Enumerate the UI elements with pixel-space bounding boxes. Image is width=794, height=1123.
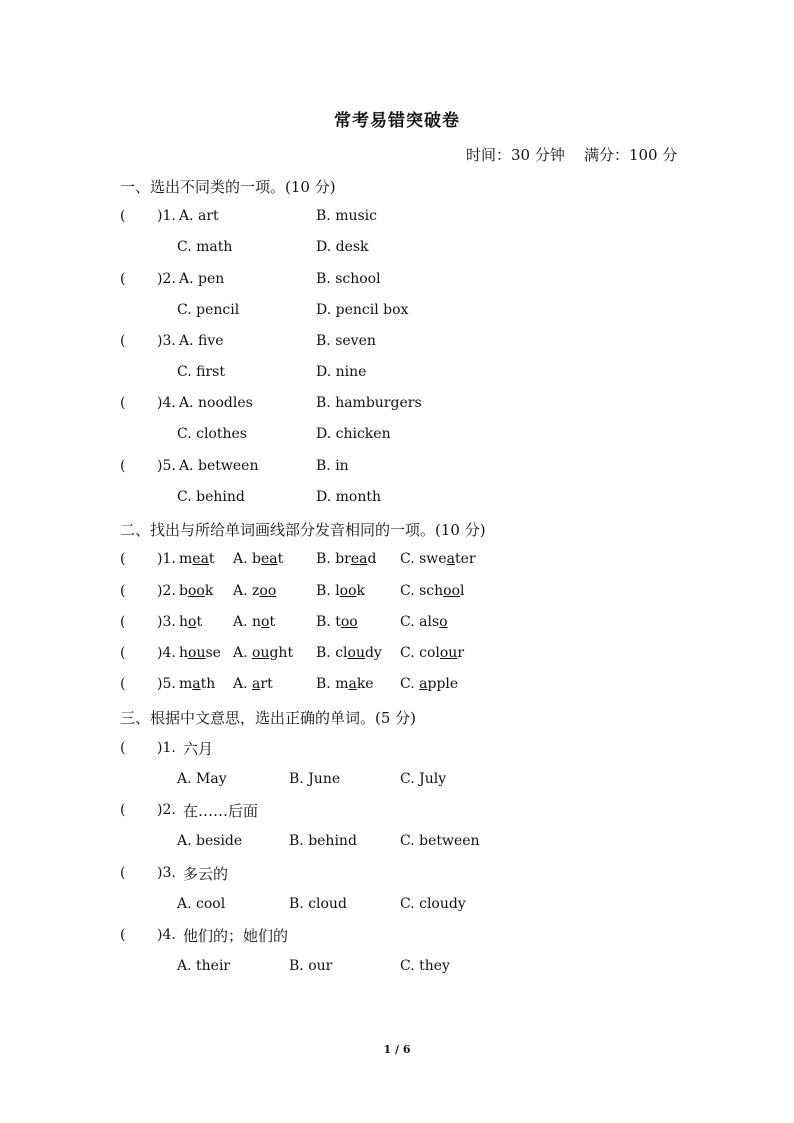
option-c-underlined: a [419,676,428,692]
option-a: A. May [177,771,227,787]
option-a-pre: A. [233,645,253,661]
option-b: B. hamburgers [316,395,422,411]
given-word-underlined: a [192,676,201,692]
given-word [179,645,221,661]
question-number: )3. [157,333,176,349]
given-word-post: t [196,614,203,630]
option-a-pre: A. n [233,614,262,630]
option-a [233,551,283,567]
option-b [316,676,374,692]
option-a [233,583,276,599]
answer-paren: ( [120,645,126,661]
answer-paren: ( [120,458,126,474]
option-a-underlined: ou [252,645,270,661]
answer-paren: ( [120,802,126,818]
option-c [400,614,448,630]
option-c [400,583,465,599]
option-c-underlined: ou [439,645,458,661]
page-title: 常考易错突破卷 [334,111,460,131]
option-c-pre: C. [400,676,420,692]
option-c-pre: C. col [400,645,440,661]
answer-paren: ( [120,865,126,881]
option-b-underlined: oo [339,583,357,599]
option-a [233,645,293,661]
answer-paren: ( [120,614,126,630]
given-word-post: se [205,645,221,661]
option-a-post: ght [269,645,294,661]
question-number: )2. [157,271,176,287]
answer-paren: ( [120,271,126,287]
option-b-post: ke [356,676,374,692]
answer-paren: ( [120,676,126,692]
option-a-pre: A. z [233,583,260,599]
option-d: D. desk [316,239,369,255]
option-c-pre: C. als [400,614,440,630]
time-limit: 时间：30 分钟 [466,146,565,164]
given-word-pre: b [179,583,188,599]
given-word-underlined: ou [188,645,206,661]
option-b: B. in [316,458,349,474]
option-a-underlined: a [252,676,261,692]
option-a-underlined: oo [259,583,277,599]
option-b-underlined: oo [340,614,358,630]
section-heading: 二、找出与所给单词画线部分发音相同的一项。(10 分) [120,521,486,539]
option-a-pre: A. b [233,551,261,567]
option-a-underlined: ea [260,551,278,567]
option-d: D. nine [316,364,367,380]
option-b-post: k [356,583,366,599]
option-b-pre: B. l [316,583,340,599]
question-number: )5. [157,458,176,474]
option-b [316,645,382,661]
question-number: )1. [157,208,176,224]
option-b-underlined: ea [350,551,368,567]
given-word-post: t [208,551,215,567]
option-c: C. pencil [177,302,240,318]
option-a: A. cool [177,896,226,912]
option-a-post: rt [260,676,273,692]
given-word-pre: h [179,645,189,661]
option-c-post: r [457,645,465,661]
full-score: 满分：100 分 [583,146,678,164]
option-b [316,614,358,630]
option-a [233,614,275,630]
given-word-post: th [200,676,216,692]
question-number: )4. [157,645,176,661]
option-b-post: d [367,551,377,567]
chinese-prompt: 他们的；她们的 [183,927,289,945]
option-b-post: dy [364,645,382,661]
question-number: )2. [157,583,176,599]
option-b-pre: B. cl [316,645,348,661]
given-word [179,676,215,692]
given-word-pre: m [179,551,193,567]
option-b: B. music [316,208,377,224]
option-c: C. clothes [177,426,247,442]
option-c-post: l [460,583,465,599]
option-a-post: t [277,551,284,567]
option-c [400,645,464,661]
option-b: B. school [316,271,381,287]
option-a: A. beside [177,833,243,849]
page-number: 1 / 6 [383,1043,411,1056]
option-b-pre: B. m [316,676,349,692]
option-a-underlined: o [261,614,270,630]
time-info [466,144,677,165]
answer-paren: ( [120,208,126,224]
chinese-prompt: 在……后面 [183,802,259,820]
chinese-prompt: 多云的 [183,865,229,883]
answer-paren: ( [120,395,126,411]
option-a: A. five [179,333,224,349]
option-c: C. behind [177,489,245,505]
answer-paren: ( [120,583,126,599]
option-a: A. between [179,458,259,474]
question-number: )1. [157,551,176,567]
option-a-pre: A. [233,676,253,692]
given-word-pre: m [179,676,193,692]
option-c-underlined: o [439,614,448,630]
option-c-post: ter [454,551,476,567]
option-b-pre: B. t [316,614,341,630]
answer-paren: ( [120,551,126,567]
option-a: A. art [179,208,219,224]
option-c-underlined: a [446,551,455,567]
question-number: )3. [157,614,176,630]
option-a: A. their [177,958,231,974]
question-number: )3. [157,865,176,881]
given-word [179,583,213,599]
question-number: )5. [157,676,176,692]
answer-paren: ( [120,927,126,943]
option-a-post: t [269,614,276,630]
section-heading: 三、根据中文意思，选出正确的单词。(5 分) [120,709,417,727]
option-b-pre: B. br [316,551,351,567]
option-b: B. June [289,771,341,787]
question-number: )4. [157,927,176,943]
option-c [400,551,476,567]
answer-paren: ( [120,740,126,756]
section-heading: 一、选出不同类的一项。(10 分) [120,178,336,196]
given-word-underlined: oo [187,583,205,599]
option-b [316,551,376,567]
given-word [179,614,202,630]
option-d: D. chicken [316,426,391,442]
given-word-pre: h [179,614,189,630]
option-c: C. they [400,958,450,974]
option-c [400,676,458,692]
question-number: )2. [157,802,176,818]
given-word-post: k [204,583,214,599]
option-c-post: pple [427,676,459,692]
given-word-underlined: ea [192,551,209,567]
given-word [179,551,215,567]
answer-paren: ( [120,333,126,349]
option-c-pre: C. sch [400,583,444,599]
option-b: B. seven [316,333,376,349]
option-a: A. pen [179,271,225,287]
option-b: B. behind [289,833,357,849]
question-number: )1. [157,740,176,756]
option-c: C. first [177,364,225,380]
option-b: B. cloud [289,896,347,912]
question-number: )4. [157,395,176,411]
option-a [233,676,273,692]
option-c: C. math [177,239,233,255]
given-word-underlined: o [188,614,197,630]
chinese-prompt: 六月 [183,740,214,758]
option-c: C. July [400,771,447,787]
option-c: C. between [400,833,480,849]
option-b: B. our [289,958,333,974]
option-d: D. month [316,489,381,505]
option-c: C. cloudy [400,896,466,912]
option-a: A. noodles [179,395,253,411]
option-b-underlined: ou [347,645,365,661]
option-b [316,583,365,599]
option-c-pre: C. swe [400,551,447,567]
option-d: D. pencil box [316,302,409,318]
option-c-underlined: oo [443,583,461,599]
option-b-underlined: a [348,676,357,692]
